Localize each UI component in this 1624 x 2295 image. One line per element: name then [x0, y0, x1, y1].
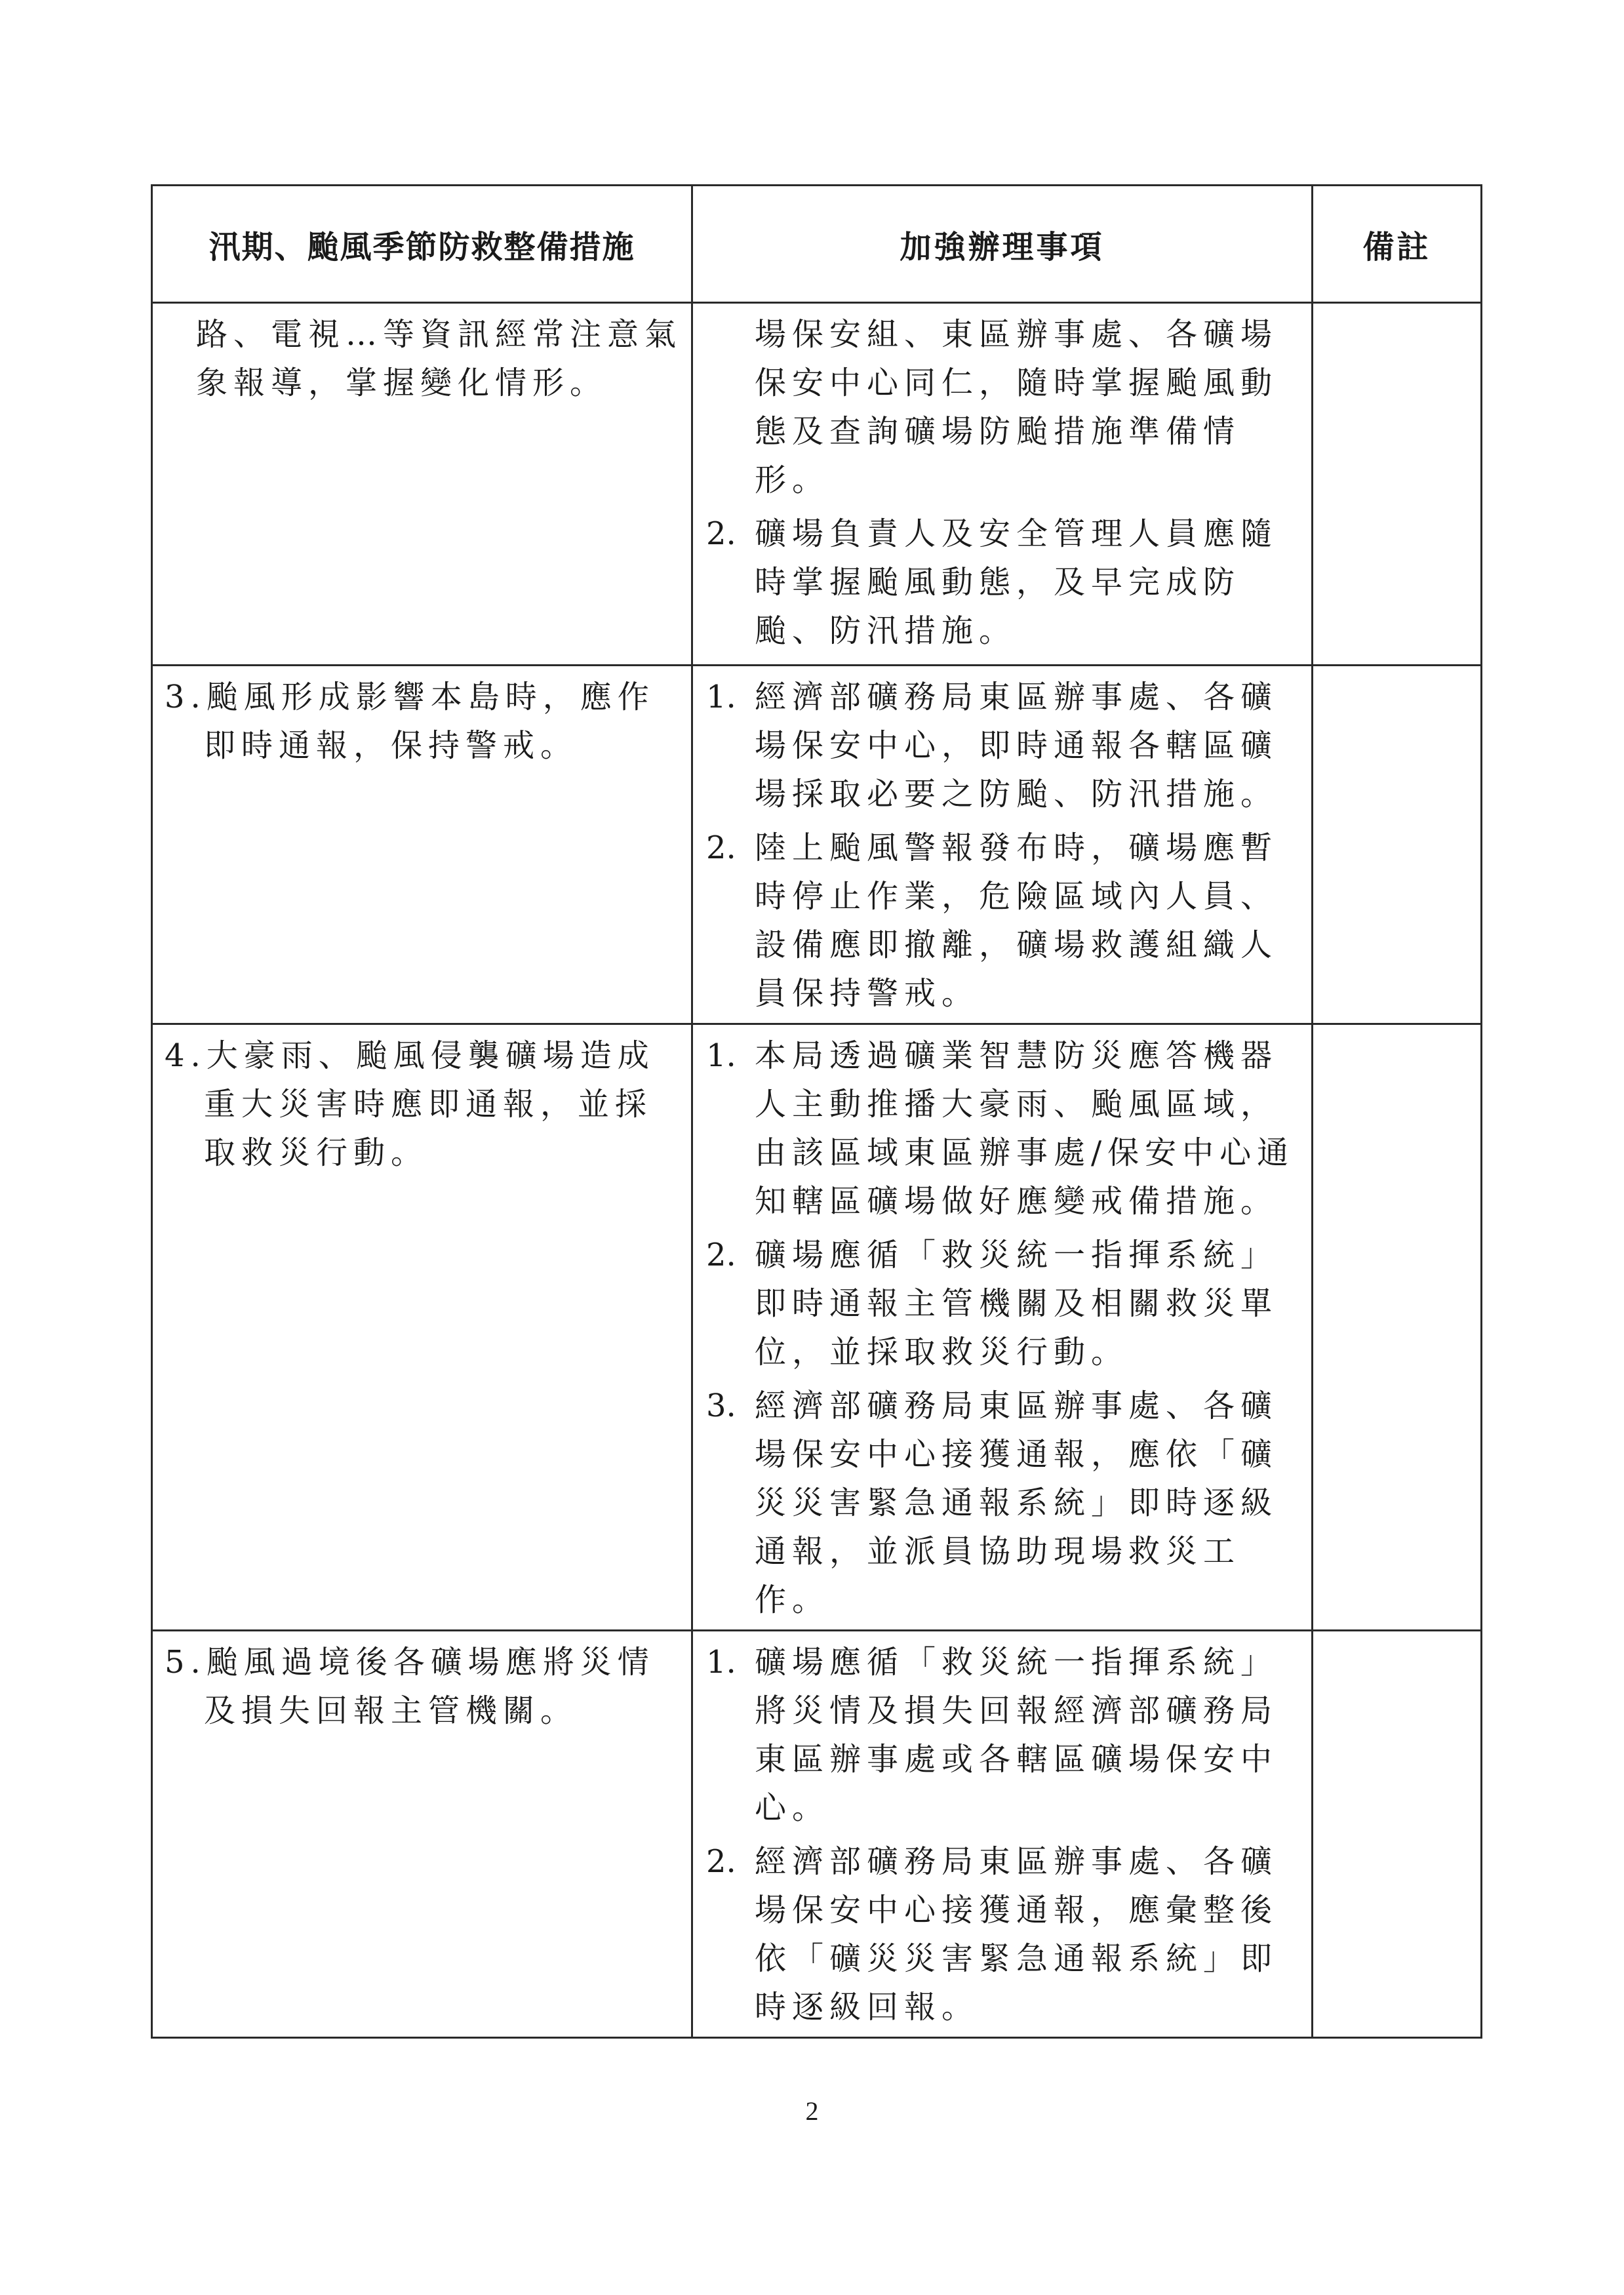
remark-cell: [1313, 666, 1482, 1024]
measure-text: 4.大豪雨、颱風侵襲礦場造成重大災害時應即通報，並採取救災行動。: [165, 1037, 655, 1171]
table-row: [152, 666, 1482, 1024]
list-item: [706, 310, 1299, 504]
measure-text: 3.颱風形成影響本島時，應作即時通報，保持警戒。: [165, 679, 655, 764]
item-number: 3.: [706, 1387, 736, 1424]
list-item: [706, 1031, 1299, 1226]
item-text: 本局透過礦業智慧防災應答機器人主動推播大豪雨、颱風區域，由該區域東區辦事處/保安中心通知轄區礦場做好應變戒備措施。: [755, 1037, 1295, 1220]
list-item: [706, 509, 1299, 655]
item-text: 經濟部礦務局東區辦事處、各礦場保安中心接獲通報，應依「礦災災害緊急通報系統」即時逐級通報，並派員協助現場救災工作。: [755, 1387, 1278, 1618]
list-item: [706, 1837, 1299, 2031]
list-item: [706, 1231, 1299, 1376]
item-text: 場保安組、東區辦事處、各礦場保安中心同仁，隨時掌握颱風動態及查詢礦場防颱措施準備情形。: [755, 316, 1278, 498]
item-text: 礦場應循「救災統一指揮系統」將災情及損失回報經濟部礦務局東區辦事處或各轄區礦場保安中心。: [755, 1644, 1278, 1826]
item-text: 經濟部礦務局東區辦事處、各礦場保安中心接獲通報，應彙整後依「礦災災害緊急通報系統」即時逐級回報。: [755, 1843, 1278, 2026]
remark-cell: [1313, 1631, 1482, 2038]
header-measures: 汛期、颱風季節防救整備措施: [152, 186, 692, 303]
item-number: 1.: [706, 679, 736, 715]
table-row: [152, 1024, 1482, 1631]
measure-cell: [152, 1631, 692, 2038]
list-item: [706, 824, 1299, 1018]
item-text: 礦場負責人及安全管理人員應隨時掌握颱風動態，及早完成防颱、防汛措施。: [755, 515, 1278, 649]
measures-table: [151, 184, 1482, 2039]
table-row: [152, 1631, 1482, 2038]
measure-text: 路、電視…等資訊經常注意氣象報導，掌握變化情形。: [196, 316, 683, 401]
item-text: 礦場應循「救災統一指揮系統」即時通報主管機關及相關救災單位，並採取救災行動。: [755, 1237, 1278, 1370]
list-item: [706, 1382, 1299, 1624]
items-cell: [692, 1024, 1313, 1631]
measure-text: 5.颱風過境後各礦場應將災情及損失回報主管機關。: [165, 1644, 655, 1729]
items-cell: [692, 666, 1313, 1024]
list-item: [706, 673, 1299, 818]
item-number: 1.: [706, 1037, 736, 1074]
page-number: 2: [805, 2096, 819, 2126]
item-number: 1.: [706, 1644, 736, 1681]
item-number: 2.: [706, 829, 736, 866]
measure-cell: [152, 1024, 692, 1631]
items-cell: [692, 303, 1313, 666]
list-item: [706, 1638, 1299, 1832]
item-number: 2.: [706, 1237, 736, 1273]
item-number: 2.: [706, 1843, 736, 1880]
measure-cell: [152, 303, 692, 666]
table-row: [152, 303, 1482, 666]
item-number: 2.: [706, 515, 736, 552]
measure-cell: [152, 666, 692, 1024]
item-text: 陸上颱風警報發布時，礦場應暫時停止作業，危險區域內人員、設備應即撤離，礦場救護組織人員保持警戒。: [755, 829, 1278, 1012]
header-remarks: 備註: [1313, 186, 1482, 303]
remark-cell: [1313, 303, 1482, 666]
items-cell: [692, 1631, 1313, 2038]
item-text: 經濟部礦務局東區辦事處、各礦場保安中心，即時通報各轄區礦場採取必要之防颱、防汛措施。: [755, 679, 1278, 812]
table-header-row: [152, 186, 1482, 303]
remark-cell: [1313, 1024, 1482, 1631]
header-items: 加強辦理事項: [692, 186, 1313, 303]
